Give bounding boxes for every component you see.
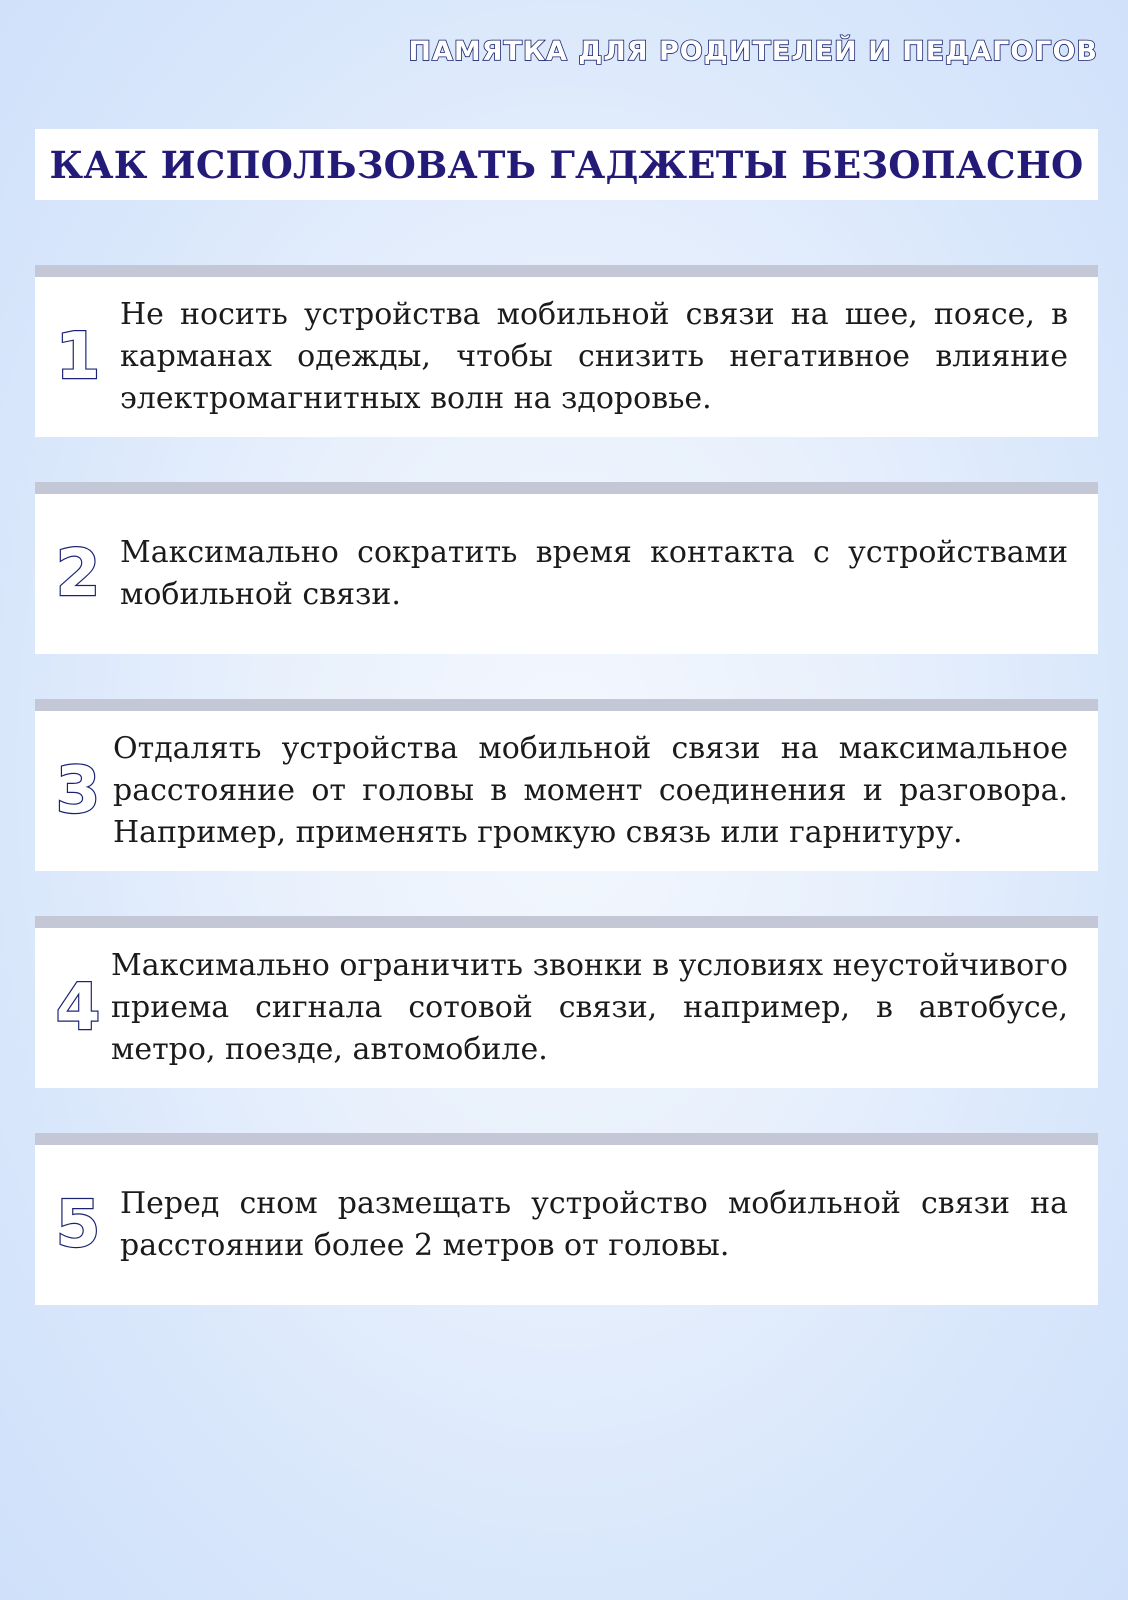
card-divider-bar xyxy=(35,916,1098,928)
tip-number-5: 5 xyxy=(55,1188,101,1262)
tip-text-4: Максимально ограничить звонки в условиях неустойчивого приема сигнала сотовой связи, например, в автобусе, метро, поезде, автомобиле. xyxy=(111,948,1068,1067)
top-label: ПАМЯТКА ДЛЯ РОДИТЕЛЕЙ И ПЕДАГОГОВ xyxy=(408,36,1098,67)
title-box xyxy=(35,129,1098,200)
card-divider-bar xyxy=(35,482,1098,494)
tip-text-5: Перед сном размещать устройство мобильной связи на расстоянии более 2 метров от головы. xyxy=(120,1186,1068,1263)
card-divider-bar xyxy=(35,699,1098,711)
tip-card-3 xyxy=(35,699,1098,871)
tip-card-2 xyxy=(35,482,1098,654)
tip-number-4: 4 xyxy=(55,971,101,1045)
page-title: КАК ИСПОЛЬЗОВАТЬ ГАДЖЕТЫ БЕЗОПАСНО xyxy=(49,142,1084,187)
tip-card-1 xyxy=(35,265,1098,437)
tip-card-4 xyxy=(35,916,1098,1088)
tip-number-2: 2 xyxy=(55,537,101,611)
tip-number-1: 1 xyxy=(55,320,101,394)
tip-number-3: 3 xyxy=(55,754,101,828)
tip-text-2: Максимально сократить время контакта с устройствами мобильной связи. xyxy=(120,535,1068,612)
tip-text-1: Не носить устройства мобильной связи на шее, поясе, в карманах одежды, чтобы снизить негативное влияние электромагнитных волн на здоровье. xyxy=(120,297,1068,416)
tip-card-5 xyxy=(35,1133,1098,1305)
tip-text-3: Отдалять устройства мобильной связи на максимальное расстояние от головы в момент соединения и разговора. Например, применять громкую связь или гарнитуру. xyxy=(113,731,1068,850)
card-divider-bar xyxy=(35,1133,1098,1145)
card-divider-bar xyxy=(35,265,1098,277)
